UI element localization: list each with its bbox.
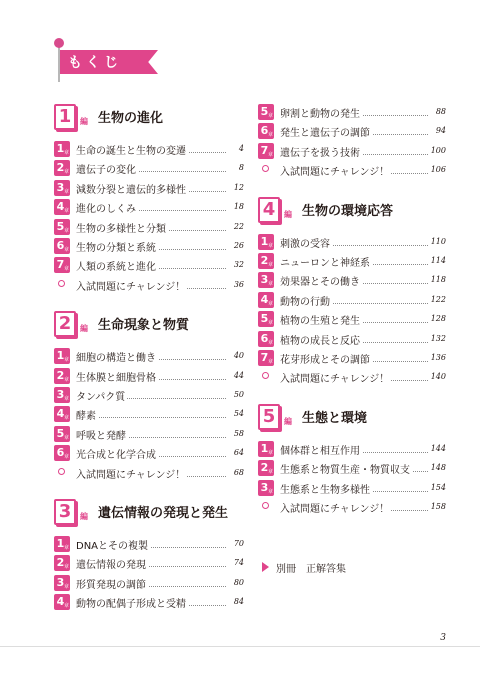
part-number-badge (54, 311, 80, 337)
chapter-suffix: 章 (63, 169, 69, 176)
chapter-suffix: 章 (267, 242, 273, 249)
chapter-entry[interactable] (54, 554, 244, 573)
chapter-entry[interactable] (54, 218, 244, 237)
page-ref: 12 (231, 183, 244, 192)
page-ref: 84 (231, 597, 244, 606)
chapter-entry[interactable] (54, 444, 244, 463)
chapter-suffix: 章 (63, 545, 69, 551)
part-number: 3 (54, 499, 76, 525)
chapter-title: DNAとその複製 (76, 537, 150, 552)
chapter-number-badge (54, 555, 70, 571)
chapter-suffix: 章 (267, 281, 273, 288)
chapter-entry[interactable] (258, 252, 446, 271)
page-ref: 74 (231, 558, 244, 567)
chapter-entry[interactable] (54, 405, 244, 424)
part-number-badge (54, 104, 80, 130)
chapter-suffix: 章 (63, 150, 69, 156)
chapter-title: 遺伝子の変化 (76, 161, 138, 176)
page-ref: 54 (231, 409, 244, 418)
pin-stick (58, 42, 60, 82)
chapter-number: 5 (260, 312, 269, 326)
chapter-title: 入試問題にチャレンジ！ (280, 370, 391, 385)
chapter-number-badge (54, 238, 70, 254)
page-ref: 94 (433, 126, 446, 135)
appendix-label: 別冊 正解答集 (276, 564, 346, 575)
chapter-entry[interactable] (258, 233, 446, 252)
chapter-suffix: 章 (63, 415, 69, 422)
chapter-entry[interactable] (54, 425, 244, 444)
page-ref: 58 (231, 429, 244, 438)
chapter-number-badge (54, 219, 70, 235)
chapter-number: 6 (56, 239, 65, 252)
chapter-title: 生態系と物質生産・物質収支 (280, 461, 412, 476)
challenge-entry[interactable] (54, 276, 244, 295)
chapter-entry[interactable] (54, 159, 244, 178)
chapter-suffix: 章 (267, 262, 273, 268)
chapter-number-badge (54, 257, 70, 273)
chapter-entry[interactable] (258, 103, 446, 122)
part-heading (54, 499, 244, 525)
chapter-title: 発生と遺伝子の調節 (280, 124, 372, 139)
chapter-title: ニューロンと神経系 (280, 254, 372, 269)
chapter-title: 効果器とその働き (280, 273, 362, 288)
chapter-number-badge (258, 272, 274, 288)
chapter-number: 3 (260, 480, 269, 494)
page-ref: 154 (428, 483, 446, 492)
page-ref: 4 (236, 144, 244, 153)
chapter-number-badge (54, 387, 70, 403)
chapter-suffix: 章 (63, 396, 69, 402)
page-ref: 148 (428, 463, 446, 472)
chapter-number: 3 (56, 575, 65, 589)
chapter-number: 7 (56, 258, 65, 272)
chapter-number-badge (54, 141, 70, 157)
circle-bullet-icon (262, 502, 269, 509)
chapter-entry[interactable] (54, 535, 244, 554)
page-ref: 140 (428, 372, 446, 381)
chapter-suffix: 章 (63, 188, 69, 195)
chapter-title: 生物の分類と系統 (76, 239, 158, 254)
chapter-title: 植物の成長と反応 (280, 332, 362, 347)
chapter-entry[interactable] (258, 271, 446, 290)
page-ref: 50 (231, 390, 244, 399)
chapter-suffix: 章 (267, 469, 273, 476)
chapter-title: 生命の誕生と生物の変遷 (76, 142, 188, 157)
chapter-entry[interactable] (258, 330, 446, 349)
chapter-entry[interactable] (54, 347, 244, 366)
challenge-entry[interactable] (258, 368, 446, 387)
chapter-entry[interactable] (54, 593, 244, 612)
chapter-number: 1 (260, 441, 269, 455)
part-heading (54, 311, 244, 337)
chapter-suffix: 章 (267, 488, 273, 495)
chapter-title: 呼吸と発酵 (76, 427, 128, 442)
chapter-entry[interactable] (258, 310, 446, 329)
chapter-number-badge (258, 143, 274, 159)
chapter-number: 6 (260, 331, 269, 345)
chapter-entry[interactable] (54, 386, 244, 405)
chapter-title: 入試問題にチャレンジ！ (280, 500, 391, 515)
chapter-entry[interactable] (258, 122, 446, 141)
chapter-number: 3 (56, 388, 65, 401)
chapter-entry[interactable] (54, 179, 244, 198)
chapter-number-badge (258, 350, 274, 366)
chapter-number: 5 (56, 426, 65, 440)
chapter-suffix: 章 (63, 357, 69, 364)
chapter-entry[interactable] (258, 349, 446, 368)
chapter-title: 個体群と相互作用 (280, 442, 362, 457)
page-ref: 114 (428, 256, 446, 265)
part-number-badge (258, 404, 284, 430)
chapter-title: 生物の多様性と分類 (76, 220, 168, 235)
part-heading (54, 104, 244, 130)
chapter-number-badge (54, 594, 70, 610)
chapter-title: タンパク質 (76, 388, 127, 403)
part-title: 遺伝情報の発現と発生 (98, 506, 229, 521)
chapter-entry[interactable] (258, 459, 446, 478)
chapter-number-badge (258, 460, 274, 476)
chapter-number: 6 (56, 446, 65, 460)
chapter-suffix: 章 (63, 564, 69, 571)
circle-bullet-icon (58, 280, 65, 287)
chapter-number: 7 (260, 143, 269, 157)
page-number: 3 (440, 633, 446, 643)
chapter-suffix: 章 (63, 454, 69, 461)
page-ref: 88 (433, 107, 446, 116)
chapter-suffix: 章 (63, 227, 69, 234)
part-title: 生物の環境応答 (302, 203, 394, 219)
chapter-entry[interactable] (54, 140, 244, 159)
chapter-title: 減数分裂と遺伝的多様性 (76, 181, 188, 196)
chapter-suffix: 章 (63, 247, 69, 253)
chapter-entry[interactable] (54, 256, 244, 275)
chapter-title: 入試問題にチャレンジ！ (280, 163, 391, 178)
page-ref: 122 (428, 295, 446, 304)
chapter-title: 人類の系統と進化 (76, 258, 158, 273)
challenge-entry[interactable] (258, 498, 446, 517)
chapter-number: 3 (56, 180, 65, 194)
page-ref: 128 (428, 314, 446, 323)
chapter-suffix: 章 (267, 449, 273, 456)
chapter-entry[interactable] (258, 440, 446, 459)
chapter-number: 1 (56, 142, 65, 155)
page-ref: 36 (231, 280, 244, 289)
part-suffix: 編 (284, 209, 292, 219)
chapter-number: 2 (56, 556, 65, 570)
page-ref: 110 (428, 237, 446, 246)
chapter-number: 1 (56, 537, 65, 550)
chapter-suffix: 章 (267, 300, 273, 307)
chapter-title: 卵割と動物の発生 (280, 105, 362, 120)
chapter-number-badge (54, 406, 70, 422)
chapter-number: 3 (260, 273, 269, 287)
chapter-number: 2 (56, 368, 65, 382)
chapter-number: 4 (260, 292, 269, 306)
triangle-bullet-icon (262, 562, 269, 572)
part-suffix: 編 (284, 416, 292, 426)
page-ref: 144 (428, 444, 446, 453)
chapter-suffix: 章 (267, 320, 273, 327)
circle-bullet-icon (262, 165, 269, 172)
chapter-entry[interactable] (54, 198, 244, 217)
chapter-suffix: 章 (267, 151, 273, 158)
page-ref: 80 (231, 578, 244, 587)
chapter-number-badge (54, 199, 70, 215)
part-title: 生態と環境 (302, 410, 368, 426)
part-number: 2 (54, 311, 76, 337)
page-ref: 136 (428, 353, 446, 362)
circle-bullet-icon (58, 468, 65, 475)
chapter-number: 2 (260, 461, 269, 475)
chapter-title: 遺伝子を扱う技術 (280, 144, 362, 159)
chapter-suffix: 章 (63, 603, 69, 610)
chapter-entry[interactable] (258, 142, 446, 161)
chapter-number: 4 (56, 200, 65, 214)
circle-bullet-icon (262, 372, 269, 379)
chapter-entry[interactable] (54, 237, 244, 256)
page-ref: 44 (231, 371, 244, 380)
chapter-suffix: 章 (267, 359, 273, 365)
page-ref: 32 (231, 260, 244, 269)
chapter-suffix: 章 (63, 208, 69, 215)
page-ref: 40 (231, 351, 244, 360)
chapter-number-badge (258, 441, 274, 457)
chapter-number: 1 (260, 234, 269, 248)
part-suffix: 編 (80, 512, 88, 521)
chapter-suffix: 章 (63, 583, 69, 590)
chapter-number-badge (258, 104, 274, 120)
part-number-badge (258, 197, 284, 223)
chapter-number: 2 (260, 254, 269, 267)
part-number: 5 (258, 404, 280, 430)
chapter-title: 光合成と化学合成 (76, 446, 158, 461)
chapter-title: 生態系と生物多様性 (280, 481, 372, 496)
part-title: 生物の進化 (98, 111, 164, 126)
chapter-title: 入試問題にチャレンジ！ (76, 278, 187, 293)
chapter-number-badge (258, 311, 274, 327)
chapter-title: 酵素 (76, 407, 98, 422)
chapter-suffix: 章 (63, 266, 69, 273)
chapter-title: 動物の配偶子形成と受精 (76, 595, 188, 610)
chapter-title: 動物の行動 (280, 293, 332, 308)
chapter-title: 花芽形成とその調節 (280, 351, 372, 366)
chapter-suffix: 章 (267, 339, 273, 346)
chapter-title: 進化のしくみ (76, 200, 138, 215)
page-ref: 70 (231, 539, 244, 548)
chapter-number-badge (54, 536, 70, 552)
footer-divider (0, 646, 480, 647)
chapter-title: 遺伝情報の発現 (76, 556, 148, 571)
part-heading (258, 197, 446, 223)
page-ref: 26 (231, 241, 244, 250)
part-title: 生命現象と物質 (98, 318, 190, 334)
chapter-number-badge (54, 180, 70, 196)
page-ref: 100 (428, 146, 446, 155)
part-number: 4 (258, 197, 280, 223)
part-number-badge (54, 499, 80, 525)
chapter-number: 5 (56, 219, 65, 233)
chapter-entry[interactable] (54, 367, 244, 386)
chapter-title: 形質発現の調節 (76, 576, 148, 591)
chapter-entry[interactable] (258, 291, 446, 310)
chapter-number: 4 (56, 407, 65, 421)
chapter-number: 4 (56, 595, 65, 609)
page-ref: 68 (231, 468, 244, 477)
chapter-number: 7 (260, 351, 269, 364)
chapter-title: 植物の生殖と発生 (280, 312, 362, 327)
chapter-suffix: 章 (267, 113, 273, 119)
chapter-number-badge (54, 160, 70, 176)
part-suffix: 編 (80, 324, 88, 334)
chapter-number: 2 (56, 161, 65, 175)
chapter-number: 1 (56, 349, 65, 363)
chapter-number-badge (258, 292, 274, 308)
challenge-entry[interactable] (258, 161, 446, 180)
chapter-number-badge (258, 123, 274, 139)
chapter-suffix: 章 (63, 434, 69, 441)
page-ref: 106 (428, 165, 446, 174)
page-ref: 18 (231, 202, 244, 211)
page-ref: 64 (231, 448, 244, 457)
challenge-entry[interactable] (54, 464, 244, 483)
part-heading (258, 404, 446, 430)
chapter-entry[interactable] (54, 574, 244, 593)
chapter-number: 5 (260, 105, 269, 118)
page-ref: 22 (231, 222, 244, 231)
chapter-title: 刺激の受容 (280, 235, 332, 250)
appendix-entry[interactable] (258, 559, 408, 575)
chapter-number-badge (54, 426, 70, 442)
chapter-number-badge (258, 234, 274, 250)
chapter-number-badge (258, 331, 274, 347)
chapter-number-badge (54, 445, 70, 461)
chapter-entry[interactable] (258, 479, 446, 498)
chapter-number-badge (54, 575, 70, 591)
contents-title-flag (54, 42, 164, 82)
chapter-suffix: 章 (63, 376, 69, 383)
chapter-title: 生体膜と細胞骨格 (76, 369, 158, 384)
chapter-title: 入試問題にチャレンジ！ (76, 466, 187, 481)
chapter-number-badge (258, 253, 274, 269)
page-ref: 118 (428, 275, 446, 284)
page-ref: 8 (236, 163, 244, 172)
page-ref: 158 (428, 502, 446, 511)
page-title: もくじ (68, 55, 122, 71)
chapter-number-badge (54, 348, 70, 364)
chapter-number: 6 (260, 124, 269, 138)
chapter-number-badge (54, 368, 70, 384)
chapter-title: 細胞の構造と働き (76, 349, 158, 364)
dot-leader (76, 417, 226, 418)
chapter-suffix: 章 (267, 132, 273, 139)
chapter-number-badge (258, 480, 274, 496)
page-ref: 132 (428, 334, 446, 343)
part-suffix: 編 (80, 117, 88, 126)
part-number: 1 (54, 104, 76, 130)
pin-head (54, 38, 64, 48)
